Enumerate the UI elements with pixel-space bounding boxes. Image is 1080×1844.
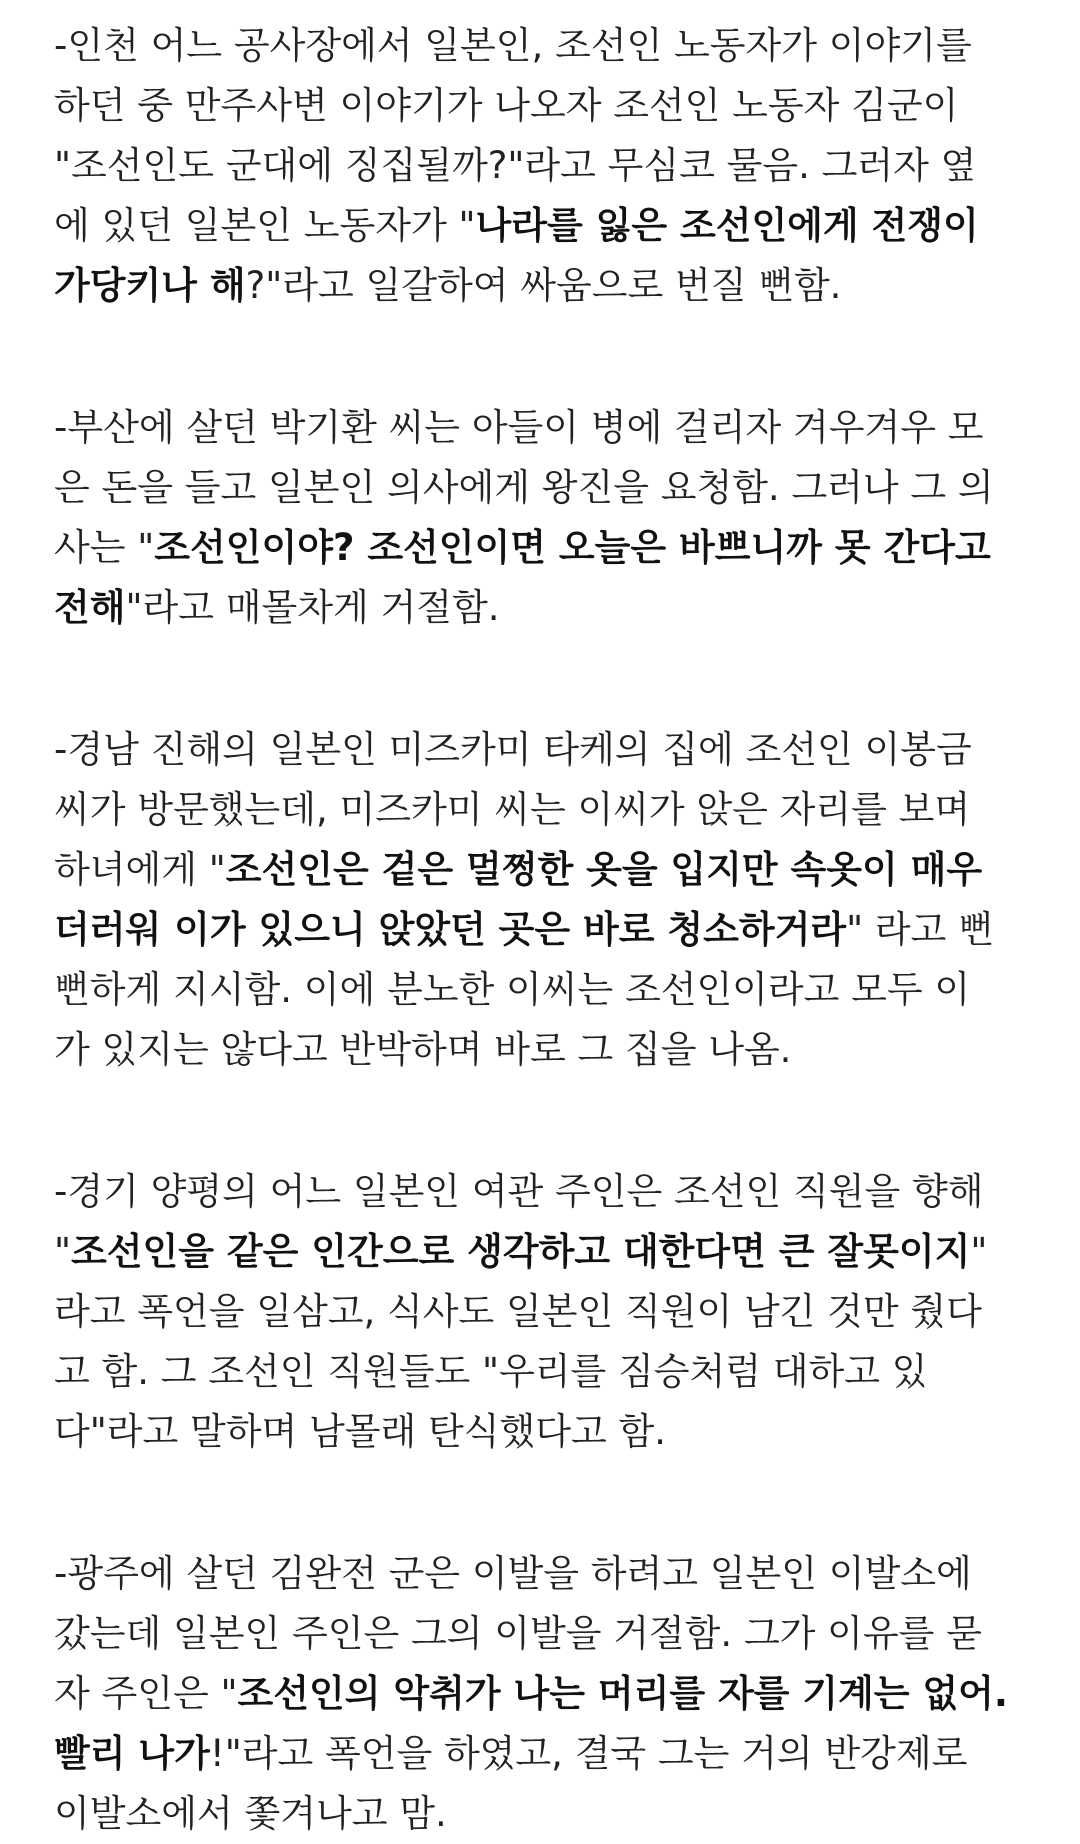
text-line	[54, 1162, 1054, 1222]
text-segment: "	[970, 1230, 988, 1273]
text-line	[54, 960, 1054, 1020]
text-line	[54, 1664, 1054, 1724]
text-segment: ?"라고 일갈하여 싸움으로 번질 뻔함.	[245, 264, 842, 307]
text-line	[54, 720, 1054, 780]
paragraph-gap	[54, 316, 1054, 398]
text-segment: "조선인도 군대에 징집될까?"라고 무심코 물음. 그러자 옆	[54, 144, 977, 187]
bold-quote-segment: 가당키나 해	[54, 264, 246, 307]
text-line	[54, 1222, 1054, 1282]
bold-quote-segment: 나라를 잃은 조선인에게 전쟁이	[475, 204, 979, 247]
text-segment: " 라고 뻔	[846, 908, 994, 951]
text-line	[54, 1020, 1054, 1080]
paragraph	[54, 398, 1054, 638]
text-segment: 하던 중 만주사변 이야기가 나오자 조선인 노동자 김군이	[54, 84, 959, 127]
text-line	[54, 458, 1054, 518]
text-segment: 씨가 방문했는데, 미즈카미 씨는 이씨가 앉은 자리를 보며	[54, 788, 971, 831]
text-line	[54, 840, 1054, 900]
bold-quote-segment: 빨리 나가	[54, 1732, 210, 1775]
paragraph	[54, 1544, 1054, 1844]
text-segment: -광주에 살던 김완전 군은 이발을 하려고 일본인 이발소에	[54, 1552, 972, 1595]
bold-quote-segment: 조선인을 같은 인간으로 생각하고 대한다면 큰 잘못이지	[71, 1230, 971, 1273]
text-line	[54, 136, 1054, 196]
bold-quote-segment: 더러워 이가 있으니 앉았던 곳은 바로 청소하거라	[54, 908, 847, 951]
bold-quote-segment: 조선인이야? 조선인이면 오늘은 바쁘니까 못 간다고	[154, 526, 991, 569]
text-segment: -경기 양평의 어느 일본인 여관 주인은 조선인 직원을 향해	[54, 1170, 984, 1213]
article-body	[54, 16, 1054, 1844]
text-line	[54, 398, 1054, 458]
text-segment: 은 돈을 들고 일본인 의사에게 왕진을 요청함. 그러나 그 의	[54, 466, 994, 509]
text-segment: -인천 어느 공사장에서 일본인, 조선인 노동자가 이야기를	[54, 24, 972, 67]
text-line	[54, 1282, 1054, 1342]
text-segment: 갔는데 일본인 주인은 그의 이발을 거절함. 그가 이유를 묻	[54, 1612, 982, 1655]
text-line	[54, 1342, 1054, 1402]
text-line	[54, 1604, 1054, 1664]
text-line	[54, 780, 1054, 840]
paragraph-gap	[54, 1462, 1054, 1544]
bold-quote-segment: 조선인의 악취가 나는 머리를 자를 기계는 없어.	[237, 1672, 1008, 1715]
text-line	[54, 76, 1054, 136]
paragraph	[54, 720, 1054, 1080]
text-segment: 고 함. 그 조선인 직원들도 "우리를 짐승처럼 대하고 있	[54, 1350, 928, 1393]
paragraph-gap	[54, 638, 1054, 720]
text-segment: 자 주인은 "	[54, 1672, 238, 1715]
text-segment: 가 있지는 않다고 반박하며 바로 그 집을 나옴.	[54, 1028, 792, 1071]
text-segment: 하녀에게 "	[54, 848, 226, 891]
text-segment: -부산에 살던 박기환 씨는 아들이 병에 걸리자 겨우겨우 모	[54, 406, 984, 449]
text-line	[54, 578, 1054, 638]
text-segment: 이발소에서 쫓겨나고 맘.	[54, 1792, 447, 1835]
paragraph	[54, 1162, 1054, 1462]
text-line	[54, 1402, 1054, 1462]
text-segment: 뻔하게 지시함. 이에 분노한 이씨는 조선인이라고 모두 이	[54, 968, 971, 1011]
text-segment: 라고 폭언을 일삼고, 식사도 일본인 직원이 남긴 것만 줬다	[54, 1290, 982, 1333]
paragraph-gap	[54, 1080, 1054, 1162]
text-line	[54, 1784, 1054, 1844]
text-segment: !"라고 폭언을 하였고, 결국 그는 거의 반강제로	[209, 1732, 968, 1775]
text-line	[54, 16, 1054, 76]
text-segment: "라고 매몰차게 거절함.	[125, 586, 500, 629]
text-segment: -경남 진해의 일본인 미즈카미 타케의 집에 조선인 이봉금	[54, 728, 972, 771]
bold-quote-segment: 조선인은 겉은 멀쩡한 옷을 입지만 속옷이 매우	[225, 848, 983, 891]
text-line	[54, 196, 1054, 256]
text-segment: 에 있던 일본인 노동자가 "	[54, 204, 476, 247]
text-line	[54, 518, 1054, 578]
text-segment: 사는 "	[54, 526, 155, 569]
text-line	[54, 256, 1054, 316]
paragraph	[54, 16, 1054, 316]
text-line	[54, 900, 1054, 960]
bold-quote-segment: 전해	[54, 586, 126, 629]
text-line	[54, 1724, 1054, 1784]
text-line	[54, 1544, 1054, 1604]
text-segment: 다"라고 말하며 남몰래 탄식했다고 함.	[54, 1410, 666, 1453]
text-segment: "	[54, 1230, 72, 1273]
